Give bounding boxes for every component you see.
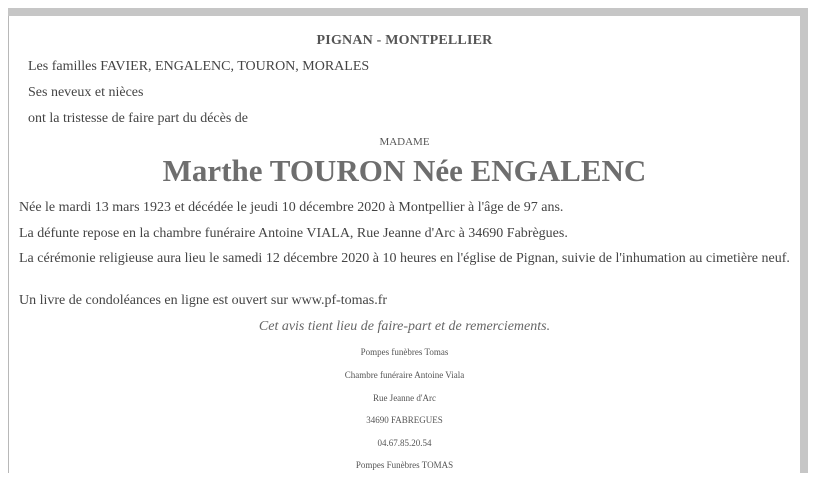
notice-frame <box>8 8 808 473</box>
signature-line: Pompes Funèbres TOMAS <box>355 460 454 470</box>
signature-line: 34690 FABREGUES <box>366 415 443 425</box>
signature-line: Rue Jeanne d'Arc <box>372 393 437 403</box>
condolences-paragraph: Un livre de condoléances en ligne est ouvert sur www.pf-tomas.fr <box>19 293 388 308</box>
signature-line: Chambre funéraire Antoine Viala <box>344 370 465 380</box>
notice-location: PIGNAN - MONTPELLIER <box>316 33 493 48</box>
families-line: Les familles FAVIER, ENGALENC, TOURON, MORALES <box>28 59 370 74</box>
deceased-name: Marthe TOURON Née ENGALENC <box>162 153 647 188</box>
announcement-line: ont la tristesse de faire part du décès de <box>28 111 249 126</box>
rest-location-paragraph: La défunte repose en la chambre funéraire Antoine VIALA, Rue Jeanne d'Arc à 34690 Fabrègues. <box>19 226 568 241</box>
closing-note: Cet avis tient lieu de faire-part et de remerciements. <box>258 319 551 334</box>
birth-death-paragraph: Née le mardi 13 mars 1923 et décédée le jeudi 10 décembre 2020 à Montpellier à l'âge de 97 ans. <box>19 200 564 215</box>
relatives-line: Ses neveux et nièces <box>28 85 144 100</box>
ceremony-paragraph: La cérémonie religieuse aura lieu le samedi 12 décembre 2020 à 10 heures en l'église de Pignan, suivie de l'inhumation au cimetière neuf. <box>19 251 790 266</box>
signature-phone: 04.67.85.20.54 <box>377 438 432 448</box>
obituary-notice <box>8 16 800 473</box>
deceased-title: MADAME <box>379 136 430 148</box>
signature-line: Pompes funèbres Tomas <box>360 347 449 357</box>
